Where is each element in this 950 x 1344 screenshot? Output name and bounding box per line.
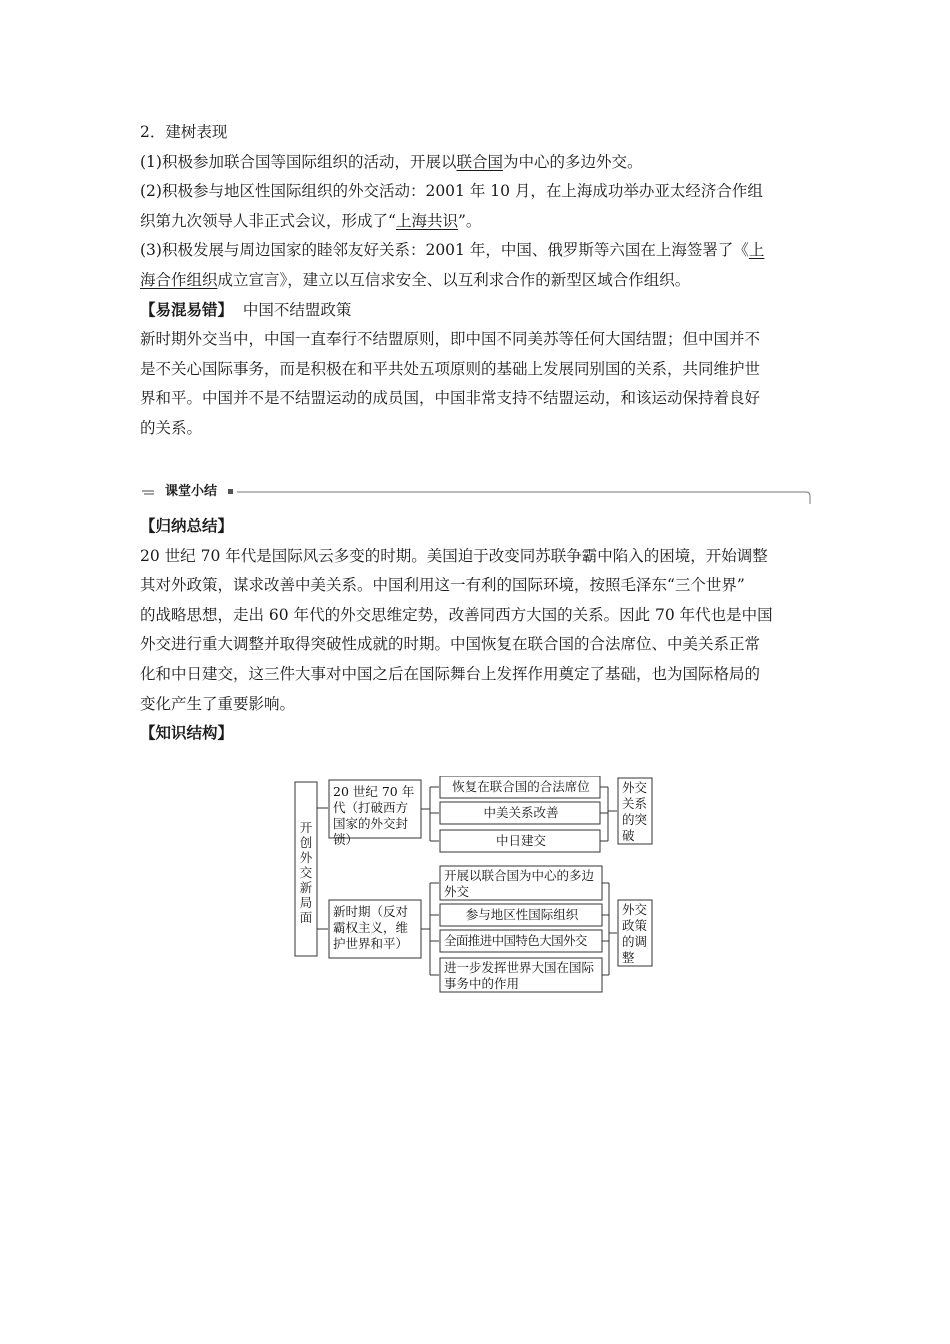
branch-2-result: 外交政策的调整	[622, 902, 648, 965]
paragraph-1: (1)积极参加联合国等国际组织的活动，开展以联合国为中心的多边外交。	[140, 152, 643, 171]
structure-heading: 【知识结构】	[140, 724, 234, 743]
summary-line: 外交进行重大调整并取得突破性成就的时期。中国恢复在联合国的合法席位、中美关系正常	[140, 635, 761, 654]
branch-1-result: 外交关系的突破	[622, 780, 648, 843]
summary-line: 的战略思想，走出 60 年代的外交思维定势，改善同西方大国的关系。因此 70 年代也是中国	[140, 605, 773, 624]
section-divider	[140, 483, 812, 505]
root-node: 开创外交新局面	[299, 820, 313, 925]
confusion-heading: 【易混易错】 中国不结盟政策	[140, 300, 352, 319]
confusion-line: 界和平。中国并不是不结盟运动的成员国，中国非常支持不结盟运动，和该运动保持着良好	[140, 389, 761, 408]
paragraph-2-line-1: (2)积极参与地区性国际组织的外交活动：2001 年 10 月，在上海成功举办亚太经济合作组	[140, 182, 763, 201]
divider-lines	[140, 483, 812, 505]
branch-2-item: 全面推进中国特色大国外交	[444, 933, 587, 948]
summary-section	[140, 512, 812, 749]
branch-1-item: 中日建交	[495, 833, 546, 848]
paragraph-3-line-2: 海合作组织成立宣言》，建立以互信求安全、以互利求合作的新型区域合作组织。	[140, 270, 691, 289]
paragraph-2-line-2: 织第九次领导人非正式会议，形成了“上海共识”。	[140, 211, 482, 230]
summary-line: 其对外政策，谋求改善中美关系。中国利用这一有利的国际环境，按照毛泽东“三个世界”	[140, 576, 745, 595]
branch-2-item: 进一步发挥世界大国在国际事务中的作用	[444, 960, 595, 991]
summary-heading: 【归纳总结】	[140, 517, 234, 535]
paragraph-3-line-1: (3)积极发展与周边国家的睦邻友好关系：2001 年，中国、俄罗斯等六国在上海签署了《上	[140, 241, 765, 260]
section-title: 课堂小结	[165, 484, 218, 499]
document-body	[140, 118, 812, 444]
branch-1-node: 20 世纪 70 年代（打破西方国家的外交封锁）	[333, 784, 415, 847]
confusion-line: 的关系。	[140, 418, 203, 437]
knowledge-structure-diagram	[292, 776, 662, 998]
branch-1-item: 中美关系改善	[483, 805, 559, 820]
confusion-line: 新时期外交当中，中国一直奉行不结盟原则，即中国不同美苏等任何大国结盟；但中国并不	[140, 330, 761, 349]
branch-1-item: 恢复在联合国的合法席位	[452, 779, 590, 794]
section-heading: 2．建树表现	[140, 123, 228, 141]
branch-2-item: 参与地区性国际组织	[465, 907, 579, 922]
confusion-line: 是不关心国际事务，而是积极在和平共处五项原则的基础上发展同别国的关系，共同维护世	[140, 359, 761, 378]
branch-2-item: 开展以联合国为中心的多边外交	[444, 868, 595, 899]
summary-line: 变化产生了重要影响。	[140, 694, 296, 713]
summary-line: 化和中日建交，这三件大事对中国之后在国际舞台上发挥作用奠定了基础，也为国际格局的	[140, 664, 761, 683]
summary-line: 20 世纪 70 年代是国际风云多变的时期。美国迫于改变同苏联争霸中陷入的困境，开始调整	[140, 546, 768, 565]
branch-2-node: 新时期（反对霸权主义，维护世界和平）	[333, 904, 409, 951]
